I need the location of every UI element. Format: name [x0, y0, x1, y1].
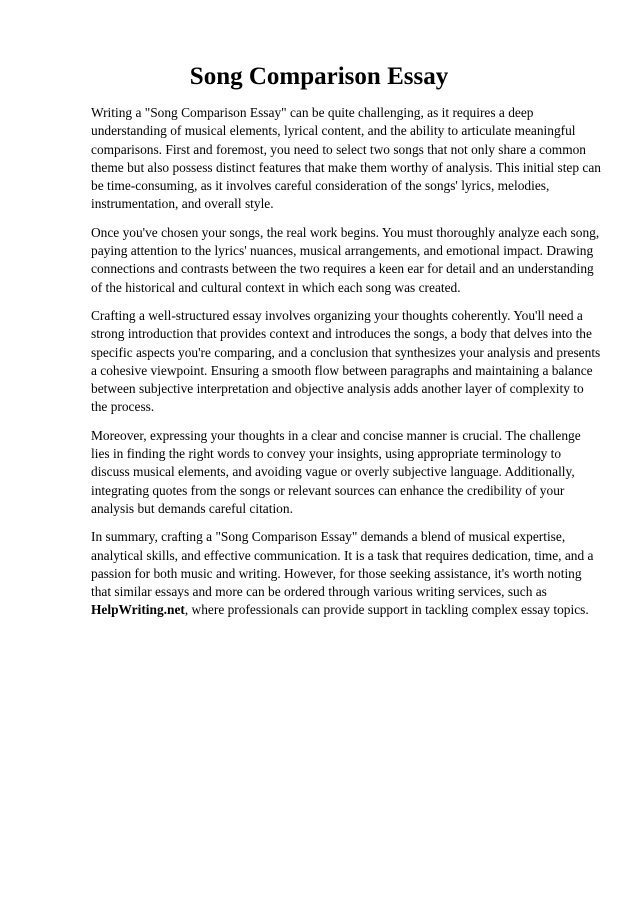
- paragraph-1: Writing a "Song Comparison Essay" can be quite challenging, as it requires a deep understanding of musical elements, lyrical content, and the ability to articulate meaningful comparisons. First and foremost, you need to select two songs that not only share a common theme but also possess distinct features that make them worthy of analysis. This initial step can be time-consuming, as it involves careful consideration of the songs' lyrics, melodies, instrumentation, and overall style.: [91, 105, 601, 212]
- essay-body: [91, 104, 601, 630]
- summary-tail-text: , where professionals can provide support in tackling complex essay topics.: [184, 602, 589, 618]
- summary-paragraph: [91, 528, 601, 619]
- paragraph-3: Crafting a well-structured essay involves organizing your thoughts coherently. You'll need a strong introduction that provides context and introduces the songs, a body that delves into the specific aspects you're comparing, and a conclusion that synthesizes your analysis and presents a cohesive viewpoint. Ensuring a smooth flow between paragraphs and maintaining a balance between subjective interpretation and objective analysis adds another layer of complexity to the process.: [91, 307, 601, 415]
- summary-lead-text: In summary, crafting a "Song Comparison Essay" demands a blend of musical expertise, analytical skills, and effective communication. It is a task that requires dedication, time, and a passion for both music and writing. However, for those seeking assistance, it's worth noting that similar essays and more can be ordered through various writing services, such as: [91, 529, 594, 600]
- brand-name: HelpWriting.net: [91, 602, 185, 618]
- paragraph-4: Moreover, expressing your thoughts in a clear and concise manner is crucial. The challenge lies in finding the right words to convey your insights, using appropriate terminology to discuss musical elements, and avoiding vague or overly subjective language. Additionally, integrating quotes from the songs or relevant sources can enhance the credibility of your analysis but demands careful citation.: [91, 427, 581, 516]
- page-title: Song Comparison Essay: [189, 63, 449, 90]
- paragraph-2: Once you've chosen your songs, the real work begins. You must thoroughly analyze each song, paying attention to the lyrics' nuances, musical arrangements, and emotional impact. Drawing connections and contrasts between the two requires a keen ear for detail and an understanding of the historical and cultural context in which each song was created.: [91, 224, 600, 295]
